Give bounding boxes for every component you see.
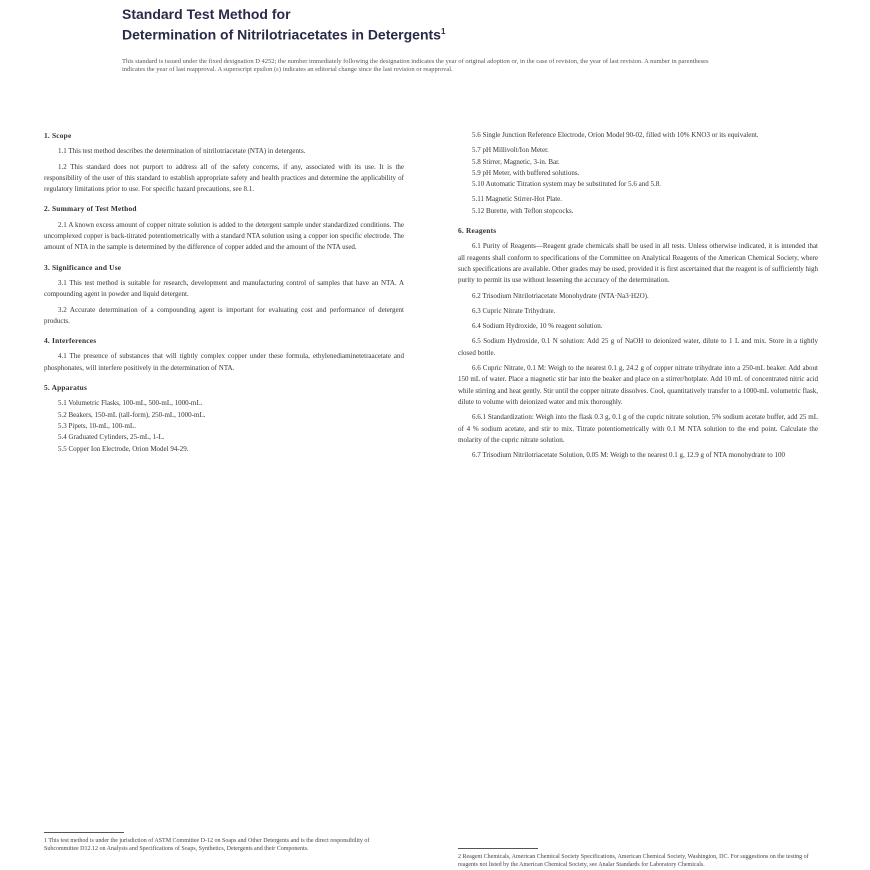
designation-note: This standard is issued under the fixed designation D 4252; the number immediately following the designation indicates the year of original adoption or, in the case of revision, the year of last revision. A number in parentheses indicates the year of last reapproval. A superscript epsilon (ε) indicates an editorial change since the last revision or reapproval.	[122, 57, 709, 74]
list-item: 5.2 Beakers, 150-mL (tall-form), 250-mL, 1000-mL.	[58, 410, 206, 419]
document-title-text: Determination of Nitrilotriacetates in Detergents	[122, 26, 441, 43]
section-heading-interferences: 4. Interferences	[44, 336, 97, 346]
list-item: 5.5 Copper Ion Electrode, Orion Model 94-29.	[58, 444, 189, 453]
title-block	[122, 6, 762, 74]
paragraph: 6.2 Trisodium Nitrilotriacetate Monohydrate (NTA·Na3·H2O).	[472, 291, 649, 300]
paragraph: 6.6 Cupric Nitrate, 0.1 M: Weigh to the nearest 0.1 g, 24.2 g of copper nitrate trihydrate into a 250-mL beaker. Add about 150 mL of water. Place a magnetic stir bar into the beaker and place on a stirrer/hotplate. Add 10 mL of concentrated nitric acid while stirring and heat gently. Stir until the copper nitrate dissolves. Cool, quantitatively transfer to a 1000-mL volumetric flask, dilute to volume with deionized water and mix thoroughly.	[458, 364, 818, 406]
paragraph: 6.6.1 Standardization: Weigh into the flask 0.3 g, 0.1 g of the cupric nitrate solution, 5% sodium acetate buffer, add 25 mL of 4 % sodium acetate, and stir to mix. Titrate potentiometrically with 0.1 M NTA solution to the end point. Calculate the molarity of the cupric nitrate solution.	[458, 413, 818, 444]
list-item: 5.1 Volumetric Flasks, 100-mL, 500-mL, 1000-mL.	[58, 399, 203, 408]
paragraph: 3.2 Accurate determination of a compounding agent is important for evaluating cost and performance of detergent products.	[44, 305, 404, 325]
title-footnote-mark: 1	[440, 27, 446, 36]
document-subtitle: Standard Test Method for	[122, 6, 291, 22]
paragraph: 6.4 Sodium Hydroxide, 10 % reagent solution.	[472, 322, 603, 331]
paragraph: 1.1 This test method describes the determination of nitrilotriacetate (NTA) in detergents.	[58, 147, 306, 156]
footnote: 1 This test method is under the jurisdiction of ASTM Committee D-12 on Soaps and Other Detergents and is the direct responsibility of Subcommittee D12.12 on Analysis and Specifications of Soaps, Synthetics, Detergents and their Components.	[44, 838, 370, 852]
left-column	[44, 130, 404, 455]
paragraph: 6.3 Cupric Nitrate Trihydrate.	[472, 306, 556, 315]
document-title	[122, 23, 762, 44]
section-heading-summary: 2. Summary of Test Method	[44, 204, 137, 214]
list-item: 5.4 Graduated Cylinders, 25-mL, 1-L.	[58, 433, 165, 442]
section-heading-scope: 1. Scope	[44, 131, 72, 140]
section-heading-significance: 3. Significance and Use	[44, 262, 122, 272]
footnote-divider	[44, 832, 124, 833]
paragraph: 6.7 Trisodium Nitrilotriacetate Solution, 0.05 M: Weigh to the nearest 0.1 g, 12.9 g of NTA monohydrate to 100	[472, 451, 785, 460]
list-item: 5.7 pH Millivolt/Ion Meter.	[472, 146, 549, 155]
right-column	[458, 130, 818, 465]
list-item: 5.12 Burette, with Teflon stopcocks.	[472, 206, 574, 215]
list-item: 5.3 Pipets, 10-mL, 100-mL.	[58, 421, 136, 430]
footnote-divider	[458, 848, 538, 849]
list-item: 5.11 Magnetic Stirrer-Hot Plate.	[472, 195, 562, 204]
section-heading-reagents: 6. Reagents	[458, 226, 497, 236]
paragraph: 4.1 The presence of substances that will tightly complex copper under these formula, ethylenediaminetetraacetate and phosphonates, will interfere positively in the determination of NTA.	[44, 352, 404, 372]
footnote: 2 Reagent Chemicals, American Chemical Society Specifications, American Chemical Society, Washington, DC. For suggestions on the testing of reagents not listed by the American Chemical Society, see Analar Standards for Laboratory Chemicals.	[458, 854, 809, 868]
paragraph: 6.1 Purity of Reagents—Reagent grade chemicals shall be used in all tests. Unless otherwise indicated, it is intended that all reagents shall conform to specifications of the Committee on Analytical Reagents of the American Chemical Society, where such specifications are available. Other grades may be used, provided it is first ascertained that the reagent is of sufficiently high purity to permit its use without lessening the accuracy of the determination.	[458, 242, 818, 285]
paragraph: 1.2 This standard does not purport to address all of the safety concerns, if any, associated with its use. It is the responsibility of the user of this standard to establish appropriate safety and health practices and determine the applicability of regulatory limitations prior to use. For specific hazard precautions, see 8.1.	[44, 162, 404, 194]
list-item: 5.8 Stirrer, Magnetic, 3-in. Bar.	[472, 157, 560, 166]
paragraph: 5.6 Single Junction Reference Electrode, Orion Model 90-02, filled with 10% KNO3 or its equivalent.	[472, 131, 759, 139]
list-item: 5.9 pH Meter, with buffered solutions.	[472, 168, 580, 177]
paragraph: 2.1 A known excess amount of copper nitrate solution is added to the detergent sample under standardized conditions. The uncomplexed copper is back-titrated potentiometrically with a standard NTA solution using a copper ion specific electrode. The amount of NTA in the sample is determined by the difference of copper added and the amount of the NTA used.	[44, 220, 404, 252]
paragraph: 6.5 Sodium Hydroxide, 0.1 N solution: Add 25 g of NaOH to deionized water, dilute to 1 L and mix. Store in a tightly closed bottle.	[458, 337, 818, 357]
section-heading-apparatus: 5. Apparatus	[44, 383, 88, 393]
paragraph: 5.10 Automatic Titration system may be substituted for 5.6 and 5.8.	[472, 180, 661, 189]
paragraph: 3.1 This test method is suitable for research, development and manufacturing control of samples that have an NTA. A compounding agent in powder and liquid detergent.	[44, 278, 404, 299]
